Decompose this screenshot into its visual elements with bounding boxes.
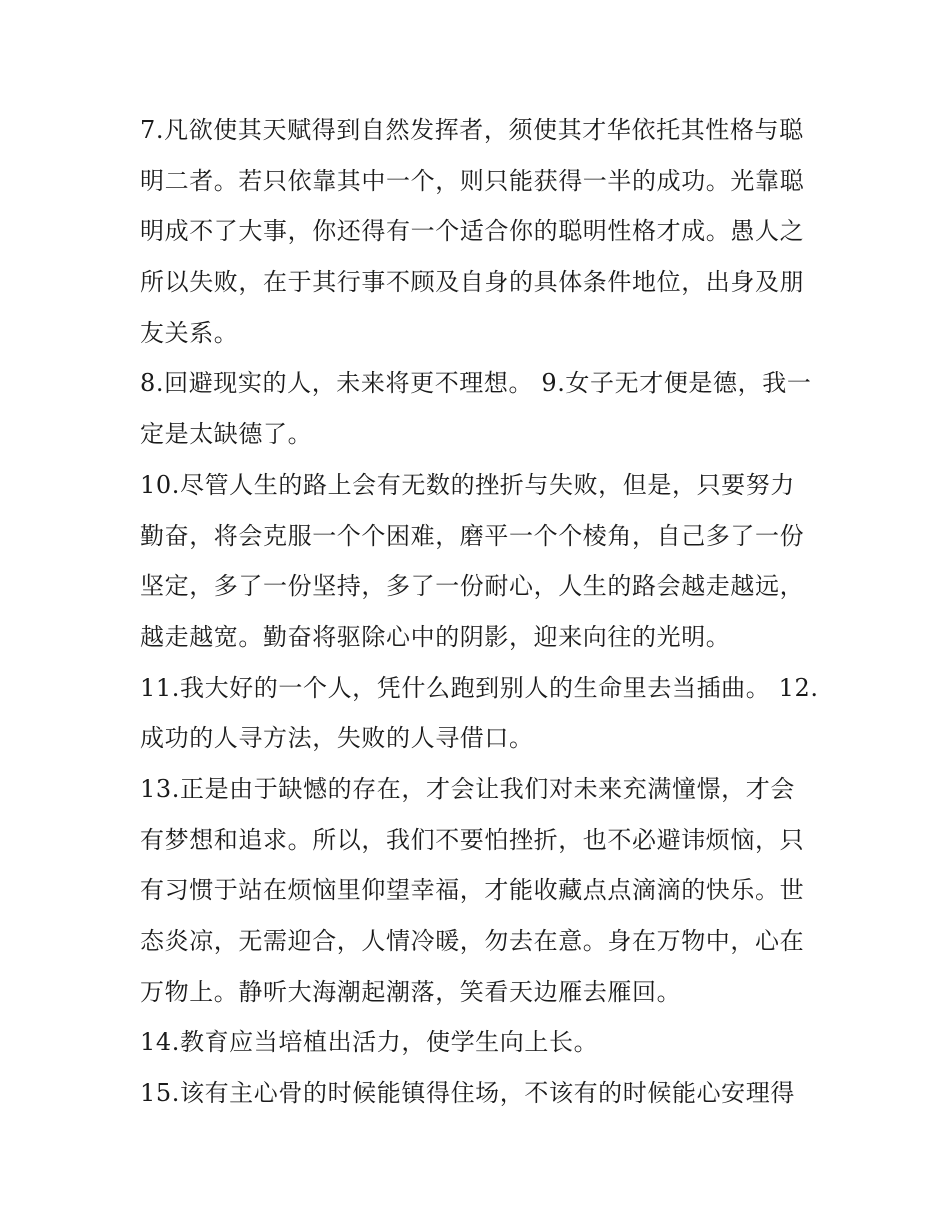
text-line: 勤奋，将会克服一个个困难，磨平一个个棱角，自己多了一份: [140, 521, 805, 550]
text-line: 15.该有主心骨的时候能镇得住场，不该有的时候能心安理得: [140, 1079, 795, 1108]
text-line: 14.教育应当培植出活力，使学生向上长。: [140, 1028, 599, 1057]
text-line: 11.我大好的一个人，凭什么跑到别人的生命里去当插曲。 12.: [140, 673, 819, 702]
document-body: [140, 105, 820, 1119]
text-line: 坚定，多了一份坚持，多了一份耐心，人生的路会越走越远，: [140, 572, 805, 601]
text-line: 所以失败，在于其行事不顾及自身的具体条件地位，出身及朋: [140, 268, 805, 297]
text-line: 明二者。若只依靠其中一个，则只能获得一半的成功。光靠聪: [140, 166, 805, 195]
text-line: 有习惯于站在烦恼里仰望幸福，才能收藏点点滴滴的快乐。世: [140, 876, 805, 905]
text-line: 13.正是由于缺憾的存在，才会让我们对未来充满憧憬，才会: [140, 774, 795, 803]
text-line: 友关系。: [140, 318, 239, 347]
text-line: 10.尽管人生的路上会有无数的挫折与失败，但是，只要努力: [140, 470, 795, 499]
text-line: 态炎凉，无需迎合，人情冷暖，勿去在意。身在万物中，心在: [140, 927, 805, 955]
text-line: 8.回避现实的人，未来将更不理想。 9.女子无才便是德，我一: [140, 369, 812, 398]
text-line: 成功的人寻方法，失败的人寻借口。: [140, 724, 534, 753]
text-line: 明成不了大事，你还得有一个适合你的聪明性格才成。愚人之: [140, 217, 805, 246]
text-line: 7.凡欲使其天赋得到自然发挥者，须使其才华依托其性格与聪: [140, 116, 804, 144]
text-line: 万物上。静听大海潮起潮落，笑看天边雁去雁回。: [140, 977, 682, 1006]
text-line: 有梦想和追求。所以，我们不要怕挫折，也不必避讳烦恼，只: [140, 825, 805, 854]
text-line: 越走越宽。勤奋将驱除心中的阴影，迎来向往的光明。: [140, 622, 731, 651]
text-line: 定是太缺德了。: [140, 420, 313, 449]
